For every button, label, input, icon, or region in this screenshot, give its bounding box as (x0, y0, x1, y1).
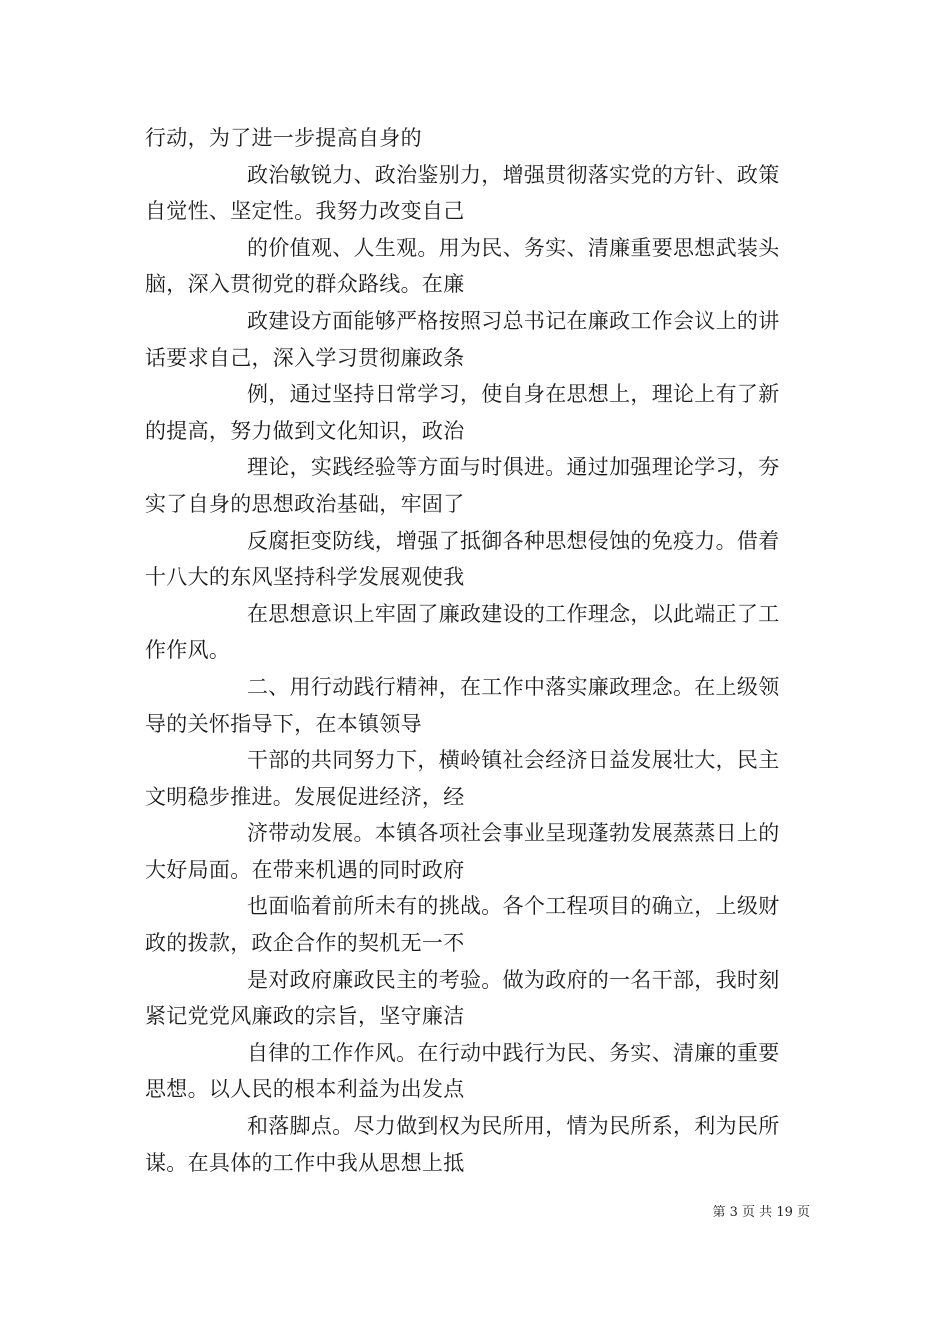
text-line: 的价值观、人生观。用为民、务实、清廉重要思想武装头 (247, 235, 780, 260)
text-line: 文明稳步推进。发展促进经济，经 (145, 784, 465, 809)
text-line: 理论，实践经验等方面与时俱进。通过加强理论学习，夯 (247, 455, 780, 480)
text-line: 行动，为了进一步提高自身的 (145, 126, 422, 150)
text-line: 自律的工作作风。在行动中践行为民、务实、清廉的重要 (247, 1040, 780, 1065)
text-line: 在思想意识上牢固了廉政建设的工作理念，以此端正了工 (247, 601, 780, 626)
text-line: 政建设方面能够严格按照习总书记在廉政工作会议上的讲 (247, 308, 780, 333)
text-line: 谋。在具体的工作中我从思想上抵 (145, 1150, 465, 1175)
text-line: 政的拨款，政企合作的契机无一不 (145, 931, 465, 956)
text-line: 济带动发展。本镇各项社会事业呈现蓬勃发展蒸蒸日上的 (247, 821, 780, 846)
text-line: 的提高，努力做到文化知识，政治 (145, 418, 465, 443)
text-line: 和落脚点。尽力做到权为民所用，情为民所系，利为民所 (247, 1114, 780, 1139)
text-line: 十八大的东风坚持科学发展观使我 (145, 565, 465, 590)
text-line: 例，通过坚持日常学习，使自身在思想上，理论上有了新 (247, 382, 780, 407)
text-line: 导的关怀指导下，在本镇领导 (145, 711, 422, 736)
text-line: 思想。以人民的根本利益为出发点 (145, 1077, 465, 1102)
text-line: 作作风。 (145, 638, 231, 663)
text-line: 二、用行动践行精神，在工作中落实廉政理念。在上级领 (247, 674, 780, 699)
page-number-footer: 第 3 页 共 19 页 (712, 1205, 810, 1220)
text-line: 政治敏锐力、政治鉴别力，增强贯彻落实党的方针、政策 (247, 162, 780, 187)
text-line: 紧记党党风廉政的宗旨，坚守廉洁 (145, 1004, 465, 1029)
text-line: 干部的共同努力下，横岭镇社会经济日益发展壮大，民主 (247, 748, 780, 773)
text-line: 脑，深入贯彻党的群众路线。在廉 (145, 272, 465, 297)
text-line: 大好局面。在带来机遇的同时政府 (145, 857, 465, 882)
text-line: 反腐拒变防线，增强了抵御各种思想侵蚀的免疫力。借着 (247, 528, 780, 553)
text-line: 是对政府廉政民主的考验。做为政府的一名干部，我时刻 (247, 967, 780, 992)
document-body (145, 120, 810, 1181)
text-line: 话要求自己，深入学习贯彻廉政条 (145, 345, 465, 370)
text-line: 也面临着前所未有的挑战。各个工程项目的确立，上级财 (247, 894, 780, 919)
text-line: 实了自身的思想政治基础，牢固了 (145, 491, 465, 516)
text-line: 自觉性、坚定性。我努力改变自己 (145, 199, 465, 224)
